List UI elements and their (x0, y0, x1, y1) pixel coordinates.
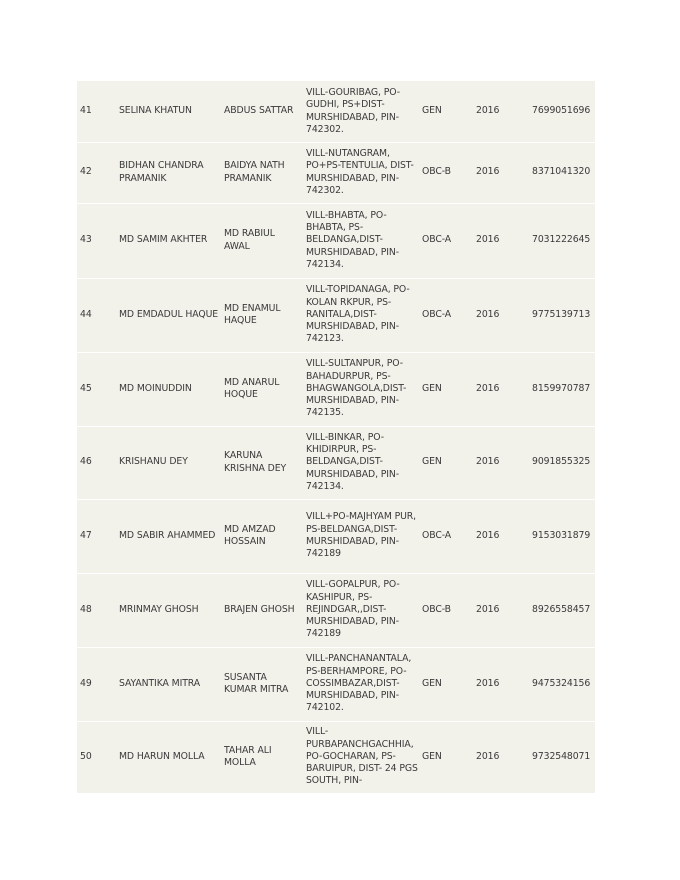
name-cell: MD SAMIM AKHTER (119, 234, 208, 246)
phone-cell: 9091855325 (532, 456, 591, 468)
address-cell: VILL-BINKAR, PO-KHIDIRPUR, PS-BELDANGA,DIST-MURSHIDABAD, PIN-742134. (306, 431, 400, 492)
phone-cell: 8926558457 (532, 603, 591, 615)
name-cell: KRISHANU DEY (119, 456, 188, 468)
serial-number-cell: 44 (80, 308, 92, 320)
category-cell: OBC-A (422, 529, 452, 541)
address-cell: VILL-GOURIBAG, PO-GUDHI, PS+DIST-MURSHIDABAD, PIN-742302. (306, 86, 400, 135)
father-name-cell: SUSANTA KUMAR MITRA (224, 671, 289, 695)
data-table (77, 81, 595, 793)
father-name-cell: MD AMZAD HOSSAIN (224, 523, 276, 547)
father-name-cell: TAHAR ALI MOLLA (224, 744, 272, 768)
name-cell: SELINA KHATUN (119, 105, 192, 117)
address-cell: VILL-SULTANPUR, PO-BAHADURPUR, PS-BHAGWANGOLA,DIST-MURSHIDABAD, PIN-742135. (306, 358, 407, 419)
year-cell: 2016 (476, 234, 500, 246)
phone-cell: 9475324156 (532, 677, 591, 689)
year-cell: 2016 (476, 308, 500, 320)
address-cell: VILL-TOPIDANAGA, PO-KOLAN RKPUR, PS-RANITALA,DIST-MURSHIDABAD, PIN-742123. (306, 284, 410, 345)
father-name-cell: MD ANARUL HOQUE (224, 376, 280, 400)
table-row (77, 721, 595, 793)
serial-number-cell: 47 (80, 529, 92, 541)
table-row (77, 426, 595, 500)
address-cell: VILL-PURBAPANCHGACHHIA, PO-GOCHARAN, PS-BARUIPUR, DIST- 24 PGS SOUTH, PIN- (306, 726, 418, 787)
serial-number-cell: 50 (80, 750, 92, 762)
phone-cell: 7699051696 (532, 105, 591, 117)
table-row (77, 203, 595, 279)
table-row (77, 352, 595, 427)
serial-number-cell: 41 (80, 105, 92, 117)
phone-cell: 8371041320 (532, 166, 591, 178)
table-row (77, 278, 595, 353)
name-cell: MD HARUN MOLLA (119, 750, 205, 762)
category-cell: OBC-A (422, 308, 452, 320)
category-cell: OBC-A (422, 234, 452, 246)
category-cell: GEN (422, 677, 442, 689)
table-row (77, 142, 595, 204)
phone-cell: 9153031879 (532, 529, 591, 541)
serial-number-cell: 48 (80, 603, 92, 615)
name-cell: MD MOINUDDIN (119, 382, 192, 394)
father-name-cell: BAIDYA NATH PRAMANIK (224, 160, 285, 184)
category-cell: GEN (422, 750, 442, 762)
table-row (77, 647, 595, 722)
serial-number-cell: 46 (80, 456, 92, 468)
serial-number-cell: 42 (80, 166, 92, 178)
name-cell: MD SABIR AHAMMED (119, 529, 216, 541)
father-name-cell: ABDUS SATTAR (224, 105, 294, 117)
father-name-cell: BRAJEN GHOSH (224, 603, 295, 615)
name-cell: MRINMAY GHOSH (119, 603, 199, 615)
category-cell: OBC-B (422, 166, 451, 178)
table-row (77, 81, 595, 143)
year-cell: 2016 (476, 750, 500, 762)
year-cell: 2016 (476, 105, 500, 117)
father-name-cell: MD ENAMUL HAQUE (224, 302, 281, 326)
category-cell: OBC-B (422, 603, 451, 615)
address-cell: VILL+PO-MAJHYAM PUR, PS-BELDANGA,DIST-MURSHIDABAD, PIN-742189 (306, 511, 417, 560)
father-name-cell: KARUNA KRISHNA DEY (224, 450, 287, 474)
category-cell: GEN (422, 105, 442, 117)
phone-cell: 9732548071 (532, 750, 591, 762)
year-cell: 2016 (476, 677, 500, 689)
year-cell: 2016 (476, 382, 500, 394)
year-cell: 2016 (476, 456, 500, 468)
phone-cell: 7031222645 (532, 234, 591, 246)
address-cell: VILL-BHABTA, PO-BHABTA, PS-BELDANGA,DIST-MURSHIDABAD, PIN-742134. (306, 209, 400, 270)
name-cell: BIDHAN CHANDRA PRAMANIK (119, 160, 204, 184)
serial-number-cell: 43 (80, 234, 92, 246)
serial-number-cell: 49 (80, 677, 92, 689)
year-cell: 2016 (476, 529, 500, 541)
address-cell: VILL-PANCHANANTALA, PS-BERHAMPORE, PO-COSSIMBAZAR,DIST-MURSHIDABAD, PIN-742102. (306, 653, 412, 714)
name-cell: MD EMDADUL HAQUE (119, 308, 219, 320)
category-cell: GEN (422, 456, 442, 468)
phone-cell: 9775139713 (532, 308, 591, 320)
father-name-cell: MD RABIUL AWAL (224, 228, 275, 252)
year-cell: 2016 (476, 166, 500, 178)
serial-number-cell: 45 (80, 382, 92, 394)
address-cell: VILL-NUTANGRAM, PO+PS-TENTULIA, DIST-MURSHIDABAD, PIN-742302. (306, 147, 414, 196)
name-cell: SAYANTIKA MITRA (119, 677, 201, 689)
phone-cell: 8159970787 (532, 382, 591, 394)
year-cell: 2016 (476, 603, 500, 615)
table-row (77, 573, 595, 648)
table-row (77, 499, 595, 574)
address-cell: VILL-GOPALPUR, PO-KASHIPUR, PS-REJINDGAR,,DIST-MURSHIDABAD, PIN-742189 (306, 579, 400, 640)
category-cell: GEN (422, 382, 442, 394)
